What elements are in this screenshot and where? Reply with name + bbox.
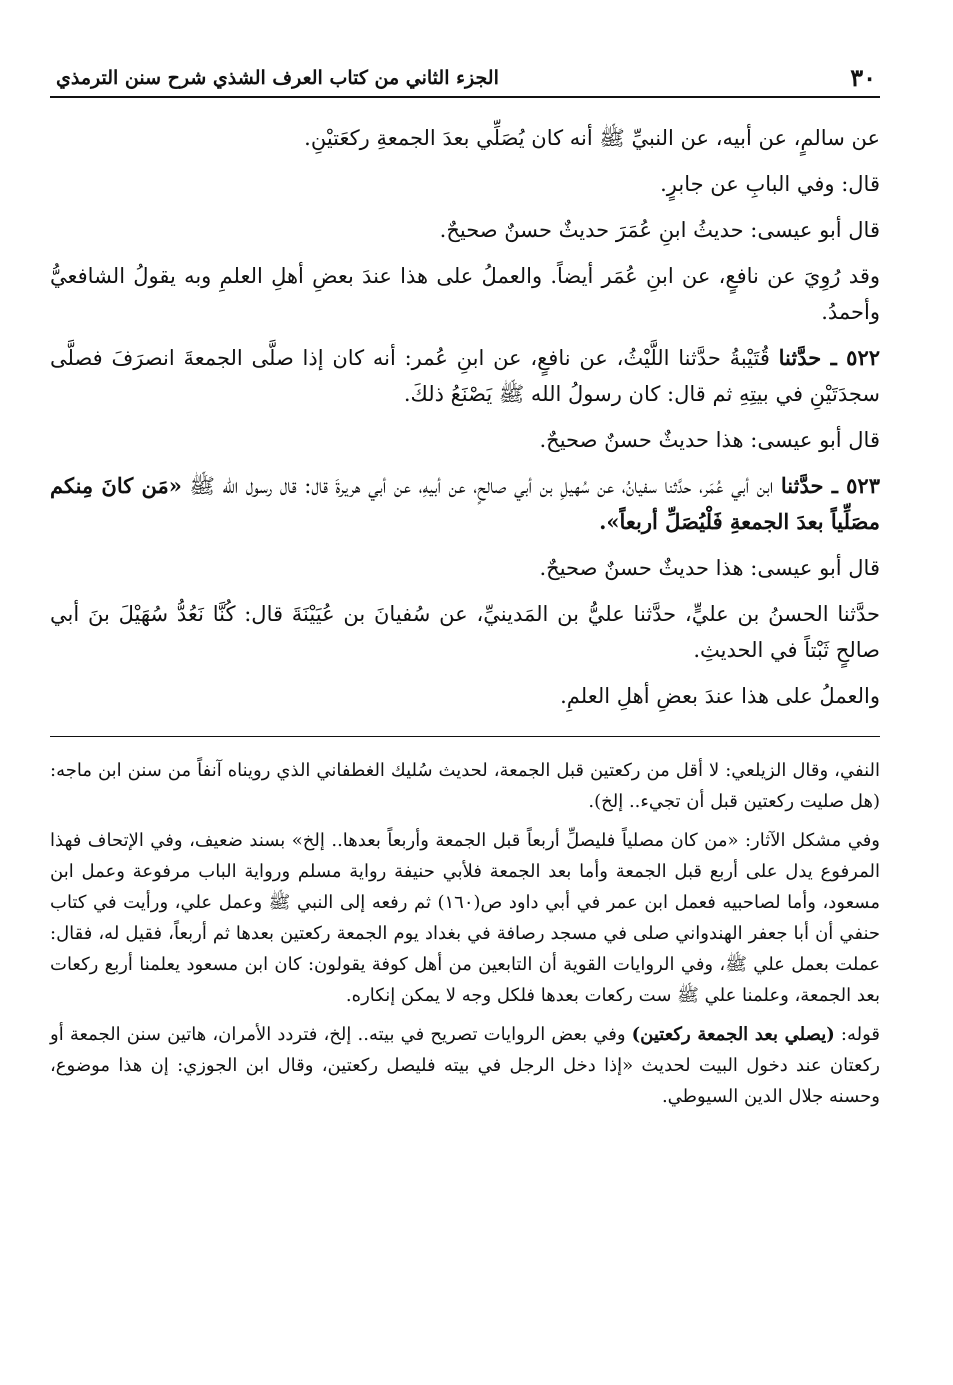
paragraph: قال أبو عيسى: هذا حديثٌ حسنٌ صحيحٌ. [539,556,880,580]
paragraph: قال: وفي البابِ عن جابرٍ. [660,172,880,196]
hadith-text: ابن أبي عُمَر، حدَّثنا سفيانُ، عن سُهيلِ بن أبي صالحٍ، عن أبيهِ، عن أبي هريرةَ قال: قال رسول الله ﷺ [181,474,781,498]
hadith-number: ٥٢٢ ـ حدَّثنا [778,345,881,370]
main-text [50,120,880,714]
hadith-quote: «مَن كانَ مِنكم مصَلِّياً بعدَ الجمعةِ فَلْيُصَلِّ أربعاً». [50,473,880,534]
hadith-523 [50,468,880,540]
paragraph: وقد رُوِيَ عن نافعٍ، عن ابنِ عُمَر أيضاً. والعملُ على هذا عندَ بعضِ أهلِ العلمِ وبه يقولُ الشافعيُّ وأحمدُ. [50,264,880,324]
page-number: ٣٠ [850,63,876,92]
footnote-text: وفي بعض الروايات تصريح في بيته.. إلخ، فتردد الأمران، هاتين سنن الجمعة أو ركعتان عند دخول البيت لحديث «إذا دخل الرجل في بيته فليصل ركعتين، وقال ابن الجوزي: إن هذا موضوع، وحسنه جلال الدين السيوطي. [50,1024,880,1107]
paragraph: قال أبو عيسى: حديثُ ابنِ عُمَرَ حديثٌ حسنٌ صحيحٌ. [439,218,880,242]
footnote-paragraph [50,1019,880,1112]
document-page [50,52,880,1352]
footnote-lead: قوله: [834,1024,880,1045]
paragraph: حدَّثنا الحسنُ بن عليٍّ، حدَّثنا عليُّ بن المَدينيِّ، عن سُفيانَ بن عُيَيْنَةَ قال: كُنَّا نَعُدُّ سُهَيْلَ بنَ أبي صالحٍ ثَبْتاً في الحديثِ. [50,602,880,662]
hadith-522 [50,340,880,412]
hadith-text: قُتَيْبةُ حدَّثنا اللَّيْثُ، عن نافعٍ، عن ابنِ عُمر: أنه كان إذا صلَّى الجمعةَ انصرَفَ فصلَّى سجدَتَيْنِ في بيتِهِ ثم قال: كان رسولُ الله ﷺ يَصْنَعُ ذلكَ. [50,346,880,406]
paragraph: عن سالمٍ، عن أبيه، عن النبيِّ ﷺ أنه كان يُصَلِّي بعدَ الجمعةِ ركعَتيْنِ. [304,126,880,150]
footnote-quote: (يصلي بعد الجمعة ركعتين) [631,1024,835,1045]
page-header [50,52,880,98]
footnote-paragraph: النفي، وقال الزيلعي: لا أقل من ركعتين قبل الجمعة، لحديث سُليك الغطفاني الذي رويناه آنفاً من سنن ابن ماجه: (هل صليت ركعتين قبل أن تجيء.. إلخ). [50,760,880,812]
paragraph: والعملُ على هذا عندَ بعضِ أهلِ العلمِ. [560,684,880,708]
running-title: الجزء الثاني من كتاب العرف الشذي شرح سنن الترمذي [56,67,499,89]
hadith-number: ٥٢٣ ـ حدَّثنا [780,473,880,498]
footnotes [50,755,880,1112]
footnote-paragraph: وفي مشكل الآثار: «من كان مصلياً فليصلِّ أربعاً قبل الجمعة وأربعاً بعدها.. إلخ» بسند ضعيف، وفي الإتحاف فهذا المرفوع يدل على أربع قبل الجمعة وأما بعد الجمعة فلأبي حنيفة رواية مسلم ورواية الباب مرفوعة وعمل ابن مسعود، وأما لصاحبيه فعمل ابن عمر في أبي داود ص(١٦٠) ثم رفعه إلى النبي ﷺ وعمل علي، ورأيت في كتاب حنفي أن أبا جعفر الهندواني صلى في مسجد رصافة في بغداد يوم الجمعة ركعتين بعدها ثم أربعاً، فقيل له، فقال: عملت بعمل علي ﷺ، وفي الروايات القوية أن التابعين من أهل كوفة يقولون: كان ابن مسعود يعلمنا أربع ركعات بعد الجمعة، وعلمنا علي ﷺ ست ركعات بعدها فلكل وجه لا يمكن إنكاره. [50,830,880,1006]
footnote-divider [50,736,880,737]
paragraph: قال أبو عيسى: هذا حديثٌ حسنٌ صحيحٌ. [539,428,880,452]
